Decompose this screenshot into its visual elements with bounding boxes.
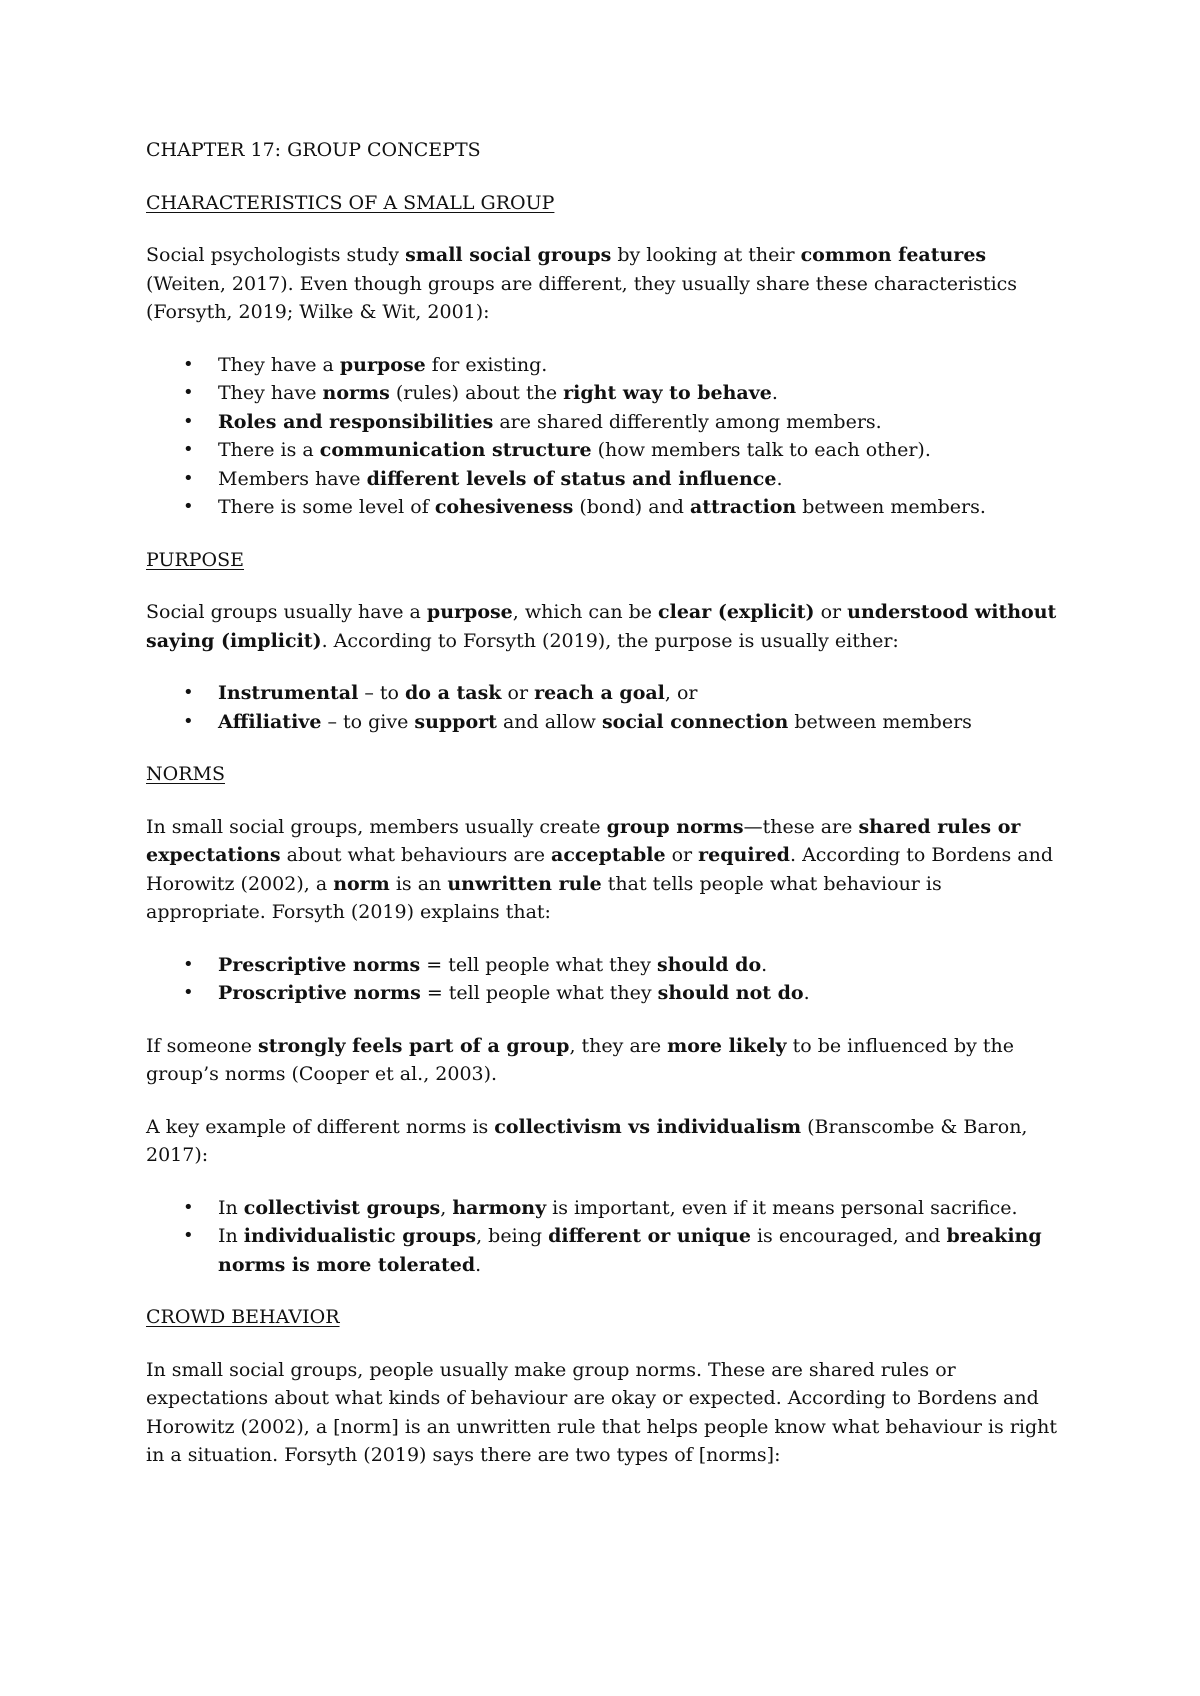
bold-text: norms — [322, 382, 390, 404]
bold-text: strongly feels part of a group — [258, 1034, 570, 1057]
bold-text: individualistic groups — [243, 1225, 477, 1247]
bold-text: harmony — [452, 1196, 547, 1219]
text-run: —these are — [743, 815, 859, 838]
characteristics-intro — [146, 241, 1066, 327]
text-run: They have — [218, 382, 323, 404]
text-run: , being — [476, 1225, 549, 1247]
norms-list — [146, 951, 1066, 1008]
text-run: for existing. — [425, 353, 548, 376]
text-run: (bond) and — [573, 496, 690, 518]
text-run: (how members talk to each other). — [591, 439, 931, 461]
text-run: is an — [389, 872, 448, 895]
bold-text: shared rules or expectations — [146, 815, 1021, 866]
bullet-item — [146, 951, 1066, 980]
bold-text: group norms — [606, 815, 744, 838]
text-run: In — [218, 1196, 244, 1219]
bold-text: right way to behave — [563, 382, 772, 404]
bold-text: support — [414, 710, 497, 733]
norms-paragraph-2 — [146, 1032, 1066, 1089]
bold-text: Prescriptive norms — [218, 953, 421, 976]
text-run: There is some level of — [218, 496, 435, 518]
bold-text: unwritten rule — [447, 872, 602, 895]
bold-text: more likely — [667, 1034, 787, 1057]
norms-list-2 — [146, 1194, 1066, 1280]
text-run: – to — [358, 682, 406, 704]
text-run: to be influenced by the group’s norms (Cooper et al., 2003). — [146, 1034, 1015, 1085]
text-run: (Branscombe & Baron, 2017): — [146, 1115, 1028, 1166]
bold-text: common features — [800, 244, 987, 266]
bullet-item — [146, 351, 1066, 380]
bold-text: social connection — [601, 710, 789, 733]
text-run: or — [814, 601, 848, 623]
document-page — [146, 136, 1066, 1470]
text-run: . — [776, 467, 783, 490]
text-run: is important, even if it means personal sacrifice. — [546, 1196, 1018, 1219]
text-run: , which can be — [512, 601, 659, 623]
bullet-item — [146, 408, 1066, 437]
crowd-intro — [146, 1356, 1066, 1470]
text-run: Social groups usually have a — [146, 601, 427, 623]
bold-text: different or unique — [548, 1225, 751, 1247]
bold-text: required — [698, 844, 790, 866]
norms-paragraph-3 — [146, 1113, 1066, 1170]
text-run: . — [771, 382, 778, 404]
bullet-item — [146, 436, 1066, 465]
text-run: There is a — [218, 439, 320, 461]
text-run: . According to Bordens and Horowitz (2002), a — [146, 844, 1054, 895]
bullet-item — [146, 1194, 1066, 1223]
text-run: – to give — [321, 710, 415, 733]
bullet-item — [146, 493, 1066, 522]
bullet-item — [146, 679, 1066, 708]
text-run: In small social groups, people usually make group norms. These are shared rules or expectations about what kinds of behaviour are okay or expected. According to Bordens and Horowitz (2002), a [norm] is an unwritten rule that helps people know what behaviour is right in a situation. Forsyth (2019) says there are two types of [norms]: — [146, 1358, 1058, 1466]
bold-text: Proscriptive norms — [218, 982, 421, 1004]
text-run: If someone — [146, 1034, 258, 1057]
text-run: by looking at their — [611, 244, 801, 266]
text-run: is encouraged, and — [750, 1225, 947, 1247]
text-run: between members — [788, 710, 972, 733]
text-run: about what behaviours are — [280, 844, 552, 866]
bold-text: Affiliative — [218, 710, 322, 733]
purpose-intro — [146, 598, 1066, 655]
bold-text: different levels of status and influence — [366, 467, 777, 490]
chapter-title: CHAPTER 17: GROUP CONCEPTS — [146, 139, 481, 161]
bold-text: reach a goal — [534, 682, 665, 704]
text-run: that tells people what behaviour is appropriate. Forsyth (2019) explains that: — [146, 872, 942, 923]
text-run: In small social groups, members usually create — [146, 815, 607, 838]
bold-text: collectivism vs individualism — [494, 1115, 802, 1138]
bold-text: purpose — [426, 601, 513, 623]
bullet-item — [146, 979, 1066, 1008]
text-run: , they are — [569, 1034, 668, 1057]
bullet-item — [146, 379, 1066, 408]
bold-text: purpose — [339, 353, 426, 376]
bold-text: Instrumental — [218, 682, 359, 704]
text-run: A key example of different norms is — [146, 1115, 495, 1138]
text-run: Social psychologists study — [146, 244, 406, 266]
text-run: . — [803, 982, 810, 1004]
bold-text: attraction — [689, 496, 797, 518]
bold-text: should not do — [657, 982, 804, 1004]
bullet-item — [146, 465, 1066, 494]
bold-text: do a task — [405, 682, 502, 704]
bold-text: acceptable — [551, 844, 666, 866]
bold-text: clear (explicit) — [658, 601, 815, 623]
text-run: , or — [664, 682, 698, 704]
bold-text: small social groups — [405, 244, 612, 266]
text-run: are shared differently among members. — [493, 410, 882, 433]
text-run: = tell people what they — [420, 953, 658, 976]
bold-text: breaking norms is more tolerated — [218, 1225, 1042, 1276]
text-run: They have a — [218, 353, 340, 376]
bold-text: Roles and responsibilities — [218, 410, 494, 433]
bold-text: collectivist groups — [243, 1196, 441, 1219]
heading-purpose: PURPOSE — [146, 548, 245, 571]
text-run: and allow — [496, 710, 602, 733]
purpose-list — [146, 679, 1066, 736]
text-run: . According to Forsyth (2019), the purpose is usually either: — [321, 629, 899, 652]
text-run: (rules) about the — [389, 382, 564, 404]
bold-text: norm — [333, 872, 390, 895]
text-run: In — [218, 1225, 244, 1247]
bold-text: should do — [657, 953, 762, 976]
heading-characteristics: CHARACTERISTICS OF A SMALL GROUP — [146, 191, 555, 214]
text-run: = tell people what they — [420, 982, 658, 1004]
text-run: (Weiten, 2017). Even though groups are different, they usually share these characteristics (Forsyth, 2019; Wilke & Wit, 2001): — [146, 272, 1018, 323]
text-run: or — [665, 844, 699, 866]
text-run: or — [501, 682, 535, 704]
bold-text: understood without saying (implicit) — [146, 601, 1057, 652]
norms-intro — [146, 813, 1066, 927]
text-run: . — [761, 953, 768, 976]
text-run: between members. — [796, 496, 986, 518]
text-run: Members have — [218, 467, 367, 490]
characteristics-list — [146, 351, 1066, 522]
bold-text: cohesiveness — [434, 496, 574, 518]
bullet-item — [146, 708, 1066, 737]
text-run: , — [440, 1196, 453, 1219]
heading-norms: NORMS — [146, 763, 225, 785]
heading-crowd-behavior: CROWD BEHAVIOR — [146, 1306, 340, 1328]
bullet-item — [146, 1222, 1066, 1279]
bold-text: communication structure — [319, 439, 592, 461]
text-run: . — [475, 1253, 482, 1276]
